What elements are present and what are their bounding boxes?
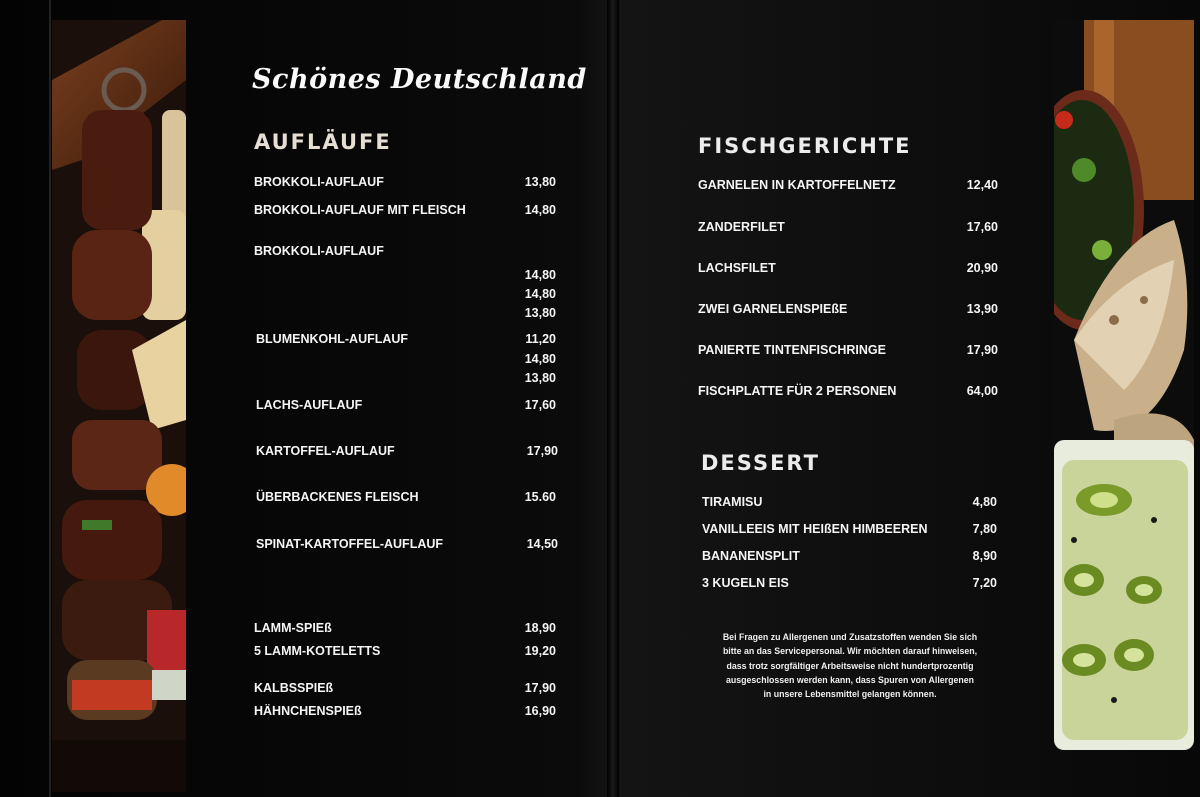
menu-item-name: BROKKOLI-AUFLAUF: [254, 175, 384, 189]
salad-bread-dish-photo: [1054, 20, 1194, 750]
menu-item: [256, 352, 556, 368]
menu-item-name: TIRAMISU: [702, 495, 763, 509]
menu-item-name: VANILLEEIS MIT HEIßEN HIMBEEREN: [702, 522, 928, 536]
menu-item-name: LACHS-AUFLAUF: [256, 398, 363, 412]
menu-item-name: BROKKOLI-AUFLAUF MIT FLEISCH: [254, 203, 466, 217]
menu-item-name: LACHSFILET: [698, 261, 776, 275]
menu-item-price: 13,80: [524, 306, 556, 320]
menu-item: [254, 621, 556, 637]
menu-spine: [607, 0, 619, 797]
menu-item-price: 11,20: [525, 332, 556, 346]
menu-item-price: 17,60: [524, 398, 556, 412]
menu-item-price: 4,80: [972, 495, 997, 509]
menu-item: [702, 576, 997, 592]
menu-item-price: 20,90: [966, 261, 998, 275]
menu-item: [254, 268, 556, 284]
menu-item-price: 13,80: [524, 175, 556, 189]
menu-item-name: PANIERTE TINTENFISCHRINGE: [698, 343, 886, 357]
menu-item: [254, 704, 556, 720]
menu-item-name: KALBSSPIEß: [254, 681, 334, 695]
menu-item-price: 13,80: [524, 371, 556, 385]
grilled-skewers-image: [52, 20, 186, 792]
left-page-edge: [49, 0, 51, 797]
menu-item-price: 17,90: [526, 444, 558, 458]
allergen-note-line: bitte an das Servicepersonal. Wir möchten darauf hinweisen,: [722, 646, 978, 657]
menu-item-price: 12,40: [966, 178, 998, 192]
menu-item-price: 16,90: [524, 704, 556, 718]
menu-item: [254, 203, 556, 219]
menu-item: [256, 490, 556, 506]
menu-item-price: 7,80: [972, 522, 997, 536]
section-title-dessert: DESSERT: [701, 451, 820, 475]
menu-item: [254, 244, 556, 260]
menu-item-name: 3 KUGELN EIS: [702, 576, 789, 590]
menu-item: [256, 398, 556, 414]
menu-item-price: 14,80: [524, 287, 556, 301]
menu-item-price: 7,20: [972, 576, 997, 590]
menu-item-name: ÜBERBACKENES FLEISCH: [256, 490, 419, 504]
menu-item-price: 64,00: [966, 384, 998, 398]
menu-item-name: ZWEI GARNELENSPIEßE: [698, 302, 848, 316]
menu-item-name: BANANENSPLIT: [702, 549, 800, 563]
menu-item-price: 19,20: [524, 644, 556, 658]
menu-item: [698, 302, 1000, 318]
menu-item: [254, 681, 556, 697]
grilled-skewers-photo: [52, 20, 186, 792]
menu-item-name: GARNELEN IN KARTOFFELNETZ: [698, 178, 896, 192]
menu-item-price: 8,90: [972, 549, 997, 563]
menu-item: [698, 178, 1000, 194]
restaurant-brand-title: Schönes Deutschland: [252, 64, 587, 95]
menu-item-name: KARTOFFEL-AUFLAUF: [256, 444, 395, 458]
menu-item-name: LAMM-SPIEß: [254, 621, 332, 635]
menu-item-price: 18,90: [524, 621, 556, 635]
salad-bread-image: [1054, 20, 1194, 750]
allergen-note-line: ausgeschlossen werden kann, dass Spuren von Allergenen: [725, 674, 975, 685]
section-title-auflaeufe: AUFLÄUFE: [254, 130, 392, 154]
menu-item: [702, 522, 997, 538]
menu-item: [698, 384, 1000, 400]
menu-item-price: 17,90: [524, 681, 556, 695]
menu-item-name: 5 LAMM-KOTELETTS: [254, 644, 381, 658]
menu-item-name: BLUMENKOHL-AUFLAUF: [256, 332, 409, 346]
menu-item-price: 17,90: [966, 343, 998, 357]
menu-item-name: BROKKOLI-AUFLAUF: [254, 244, 384, 258]
menu-item: [698, 343, 1000, 359]
menu-item: [256, 332, 556, 348]
allergen-note-line: dass trotz sorgfältiger Arbeitsweise nicht hundertprozentig: [726, 660, 974, 671]
menu-item-price: 15.60: [524, 490, 556, 504]
menu-item: [256, 371, 556, 387]
menu-item: [254, 644, 556, 660]
menu-item-price: 14,80: [524, 352, 556, 366]
menu-item-price: 14,80: [524, 268, 556, 282]
menu-item-price: 13,90: [966, 302, 998, 316]
allergen-note: [700, 630, 1000, 701]
menu-item: [256, 537, 558, 553]
allergen-note-line: in unsere Lebensmittel gelangen können.: [763, 689, 937, 700]
menu-item-price: 14,50: [526, 537, 558, 551]
menu-item-name: HÄHNCHENSPIEß: [254, 704, 362, 718]
menu-item: [256, 444, 558, 460]
menu-item: [254, 287, 556, 303]
menu-item-name: FISCHPLATTE FÜR 2 PERSONEN: [698, 384, 897, 398]
menu-item: [254, 175, 556, 191]
menu-item: [698, 220, 1000, 236]
menu-item-price: 14,80: [524, 203, 556, 217]
menu-item-name: ZANDERFILET: [698, 220, 785, 234]
menu-item-name: SPINAT-KARTOFFEL-AUFLAUF: [256, 537, 444, 551]
menu-item: [702, 549, 997, 565]
menu-item: [702, 495, 997, 511]
menu-item: [254, 306, 556, 322]
menu-item: [698, 261, 1000, 277]
menu-item-price: 17,60: [966, 220, 998, 234]
allergen-note-line: Bei Fragen zu Allergenen und Zusatzstoffen wenden Sie sich: [722, 632, 978, 642]
section-title-fischgerichte: FISCHGERICHTE: [698, 134, 912, 158]
